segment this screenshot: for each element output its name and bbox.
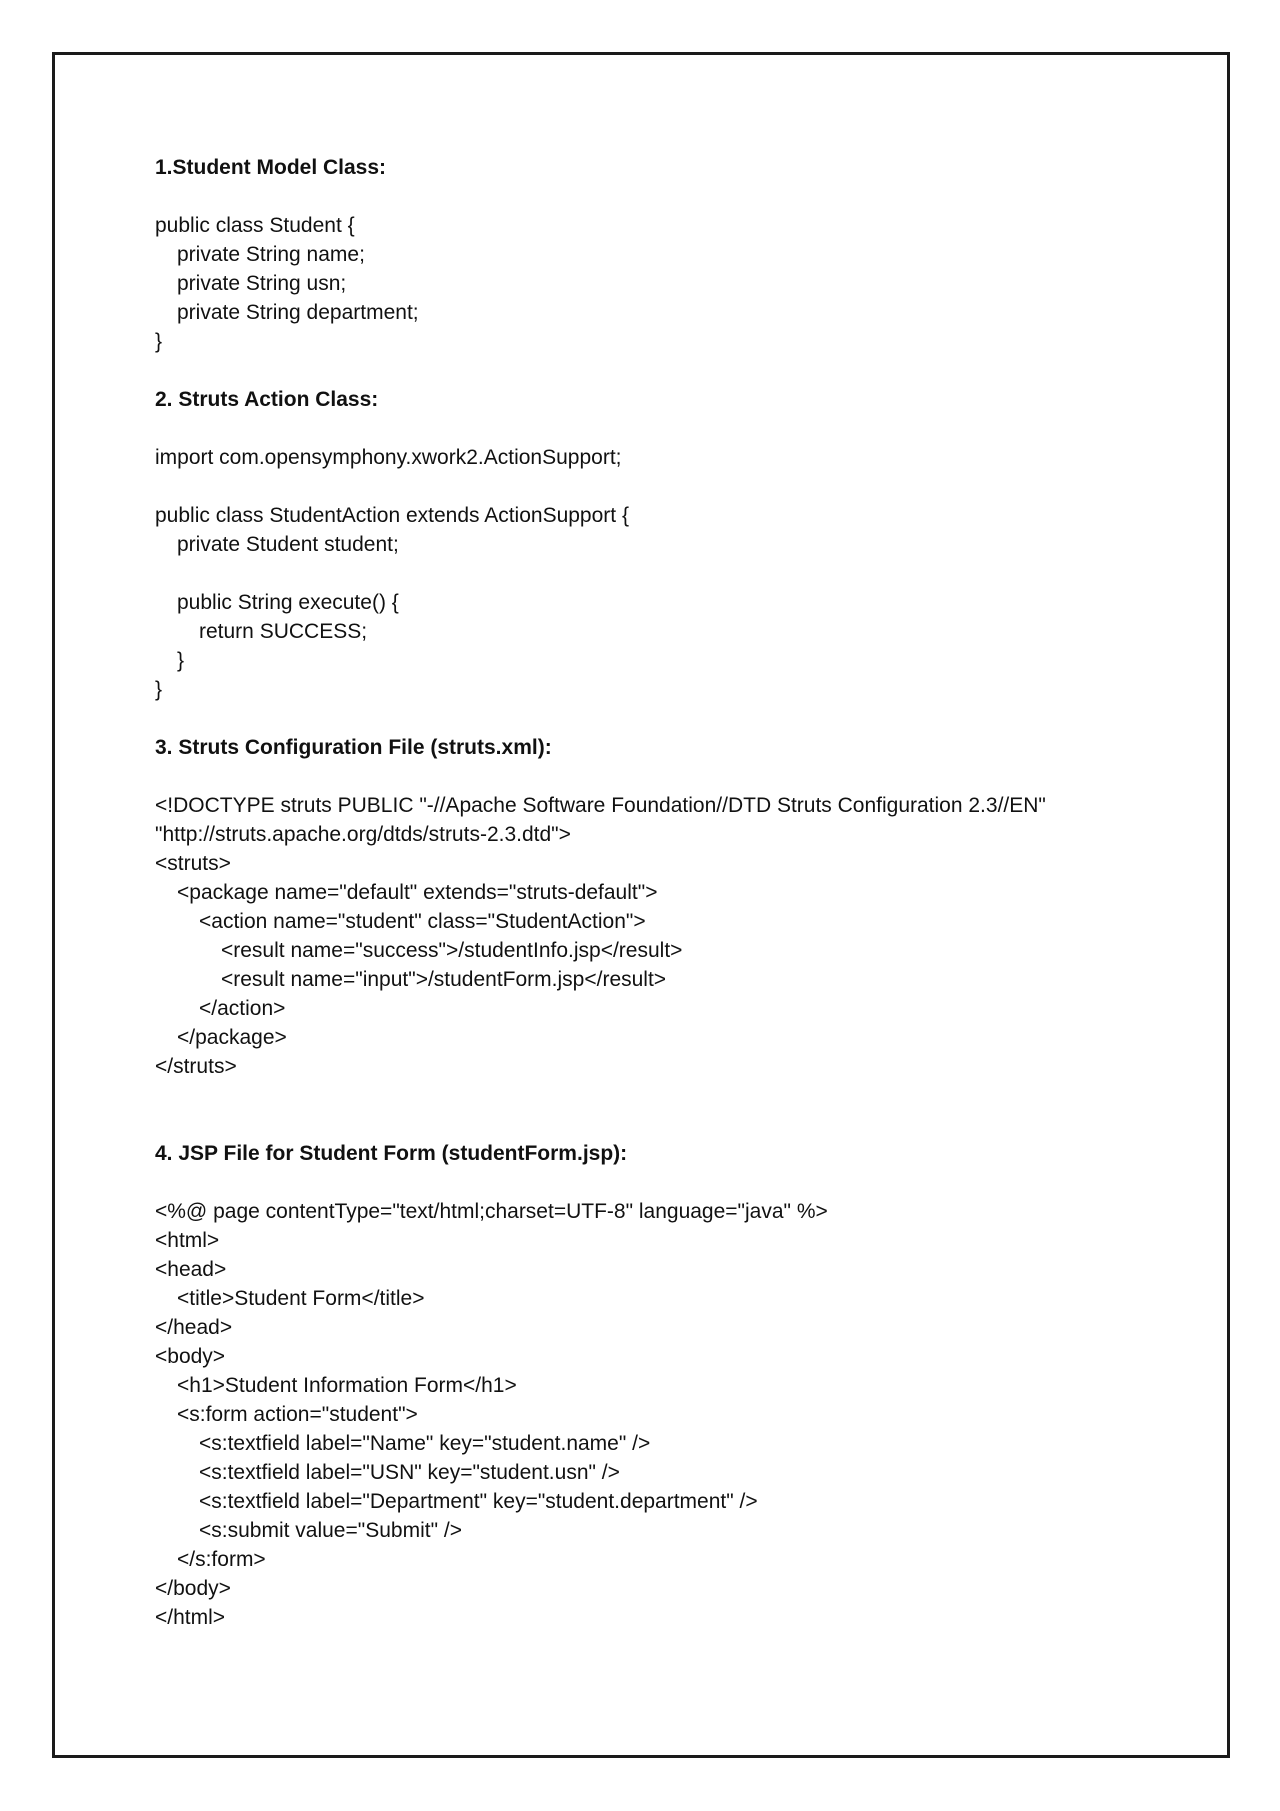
- code-line: <result name="input">/studentForm.jsp</result>: [221, 968, 667, 991]
- code-line: <s:textfield label="USN" key="student.usn" />: [199, 1461, 620, 1484]
- code-line: <s:textfield label="Department" key="student.department" />: [199, 1490, 758, 1513]
- spacer: [155, 1110, 1185, 1139]
- spacer: [155, 472, 1185, 501]
- spacer: [155, 762, 1185, 791]
- code-line: <!DOCTYPE struts PUBLIC "-//Apache Software Foundation//DTD Struts Configuration 2.3//EN": [155, 794, 1046, 817]
- code-line: <html>: [155, 1229, 220, 1252]
- spacer: [155, 704, 1185, 733]
- code-line: </package>: [177, 1026, 287, 1049]
- code-line: <action name="student" class="StudentAction">: [199, 910, 646, 933]
- section-heading-action-class: 2. Struts Action Class:: [155, 388, 379, 411]
- code-line: <s:textfield label="Name" key="student.name" />: [199, 1432, 651, 1455]
- code-line: <s:form action="student">: [177, 1403, 418, 1426]
- code-line: </action>: [199, 997, 286, 1020]
- spacer: [155, 559, 1185, 588]
- section-heading-struts-config: 3. Struts Configuration File (struts.xml):: [155, 736, 552, 759]
- document-content: [155, 153, 1185, 1632]
- section-heading-jsp-form: 4. JSP File for Student Form (studentForm.jsp):: [155, 1142, 628, 1165]
- code-line: "http://struts.apache.org/dtds/struts-2.3.dtd">: [155, 823, 571, 846]
- code-line: private String usn;: [177, 272, 347, 295]
- spacer: [155, 414, 1185, 443]
- code-line: }: [177, 649, 185, 672]
- code-line: </body>: [155, 1577, 231, 1600]
- code-line: private Student student;: [177, 533, 399, 556]
- code-line: <head>: [155, 1258, 227, 1281]
- spacer: [155, 182, 1185, 211]
- code-line: public class Student {: [155, 214, 355, 237]
- section-heading-student-model: 1.Student Model Class:: [155, 156, 387, 179]
- code-line: <h1>Student Information Form</h1>: [177, 1374, 517, 1397]
- code-line: public class StudentAction extends ActionSupport {: [155, 504, 629, 527]
- code-line: private String name;: [177, 243, 365, 266]
- code-line: <title>Student Form</title>: [177, 1287, 425, 1310]
- code-line: import com.opensymphony.xwork2.ActionSupport;: [155, 446, 622, 469]
- code-line: </head>: [155, 1316, 233, 1339]
- code-line: }: [155, 678, 163, 701]
- code-line: <s:submit value="Submit" />: [199, 1519, 462, 1542]
- code-line: </s:form>: [177, 1548, 266, 1571]
- code-line: </struts>: [155, 1055, 237, 1078]
- code-line: <%@ page contentType="text/html;charset=UTF-8" language="java" %>: [155, 1200, 828, 1223]
- code-line: public String execute() {: [177, 591, 399, 614]
- code-line: <result name="success">/studentInfo.jsp</result>: [221, 939, 683, 962]
- code-line: return SUCCESS;: [199, 620, 368, 643]
- spacer: [155, 1168, 1185, 1197]
- spacer: [155, 356, 1185, 385]
- code-line: <body>: [155, 1345, 226, 1368]
- spacer: [155, 1081, 1185, 1110]
- code-line: private String department;: [177, 301, 419, 324]
- code-line: <struts>: [155, 852, 231, 875]
- code-line: </html>: [155, 1606, 226, 1629]
- code-line: <package name="default" extends="struts-default">: [177, 881, 658, 904]
- code-line: }: [155, 330, 163, 353]
